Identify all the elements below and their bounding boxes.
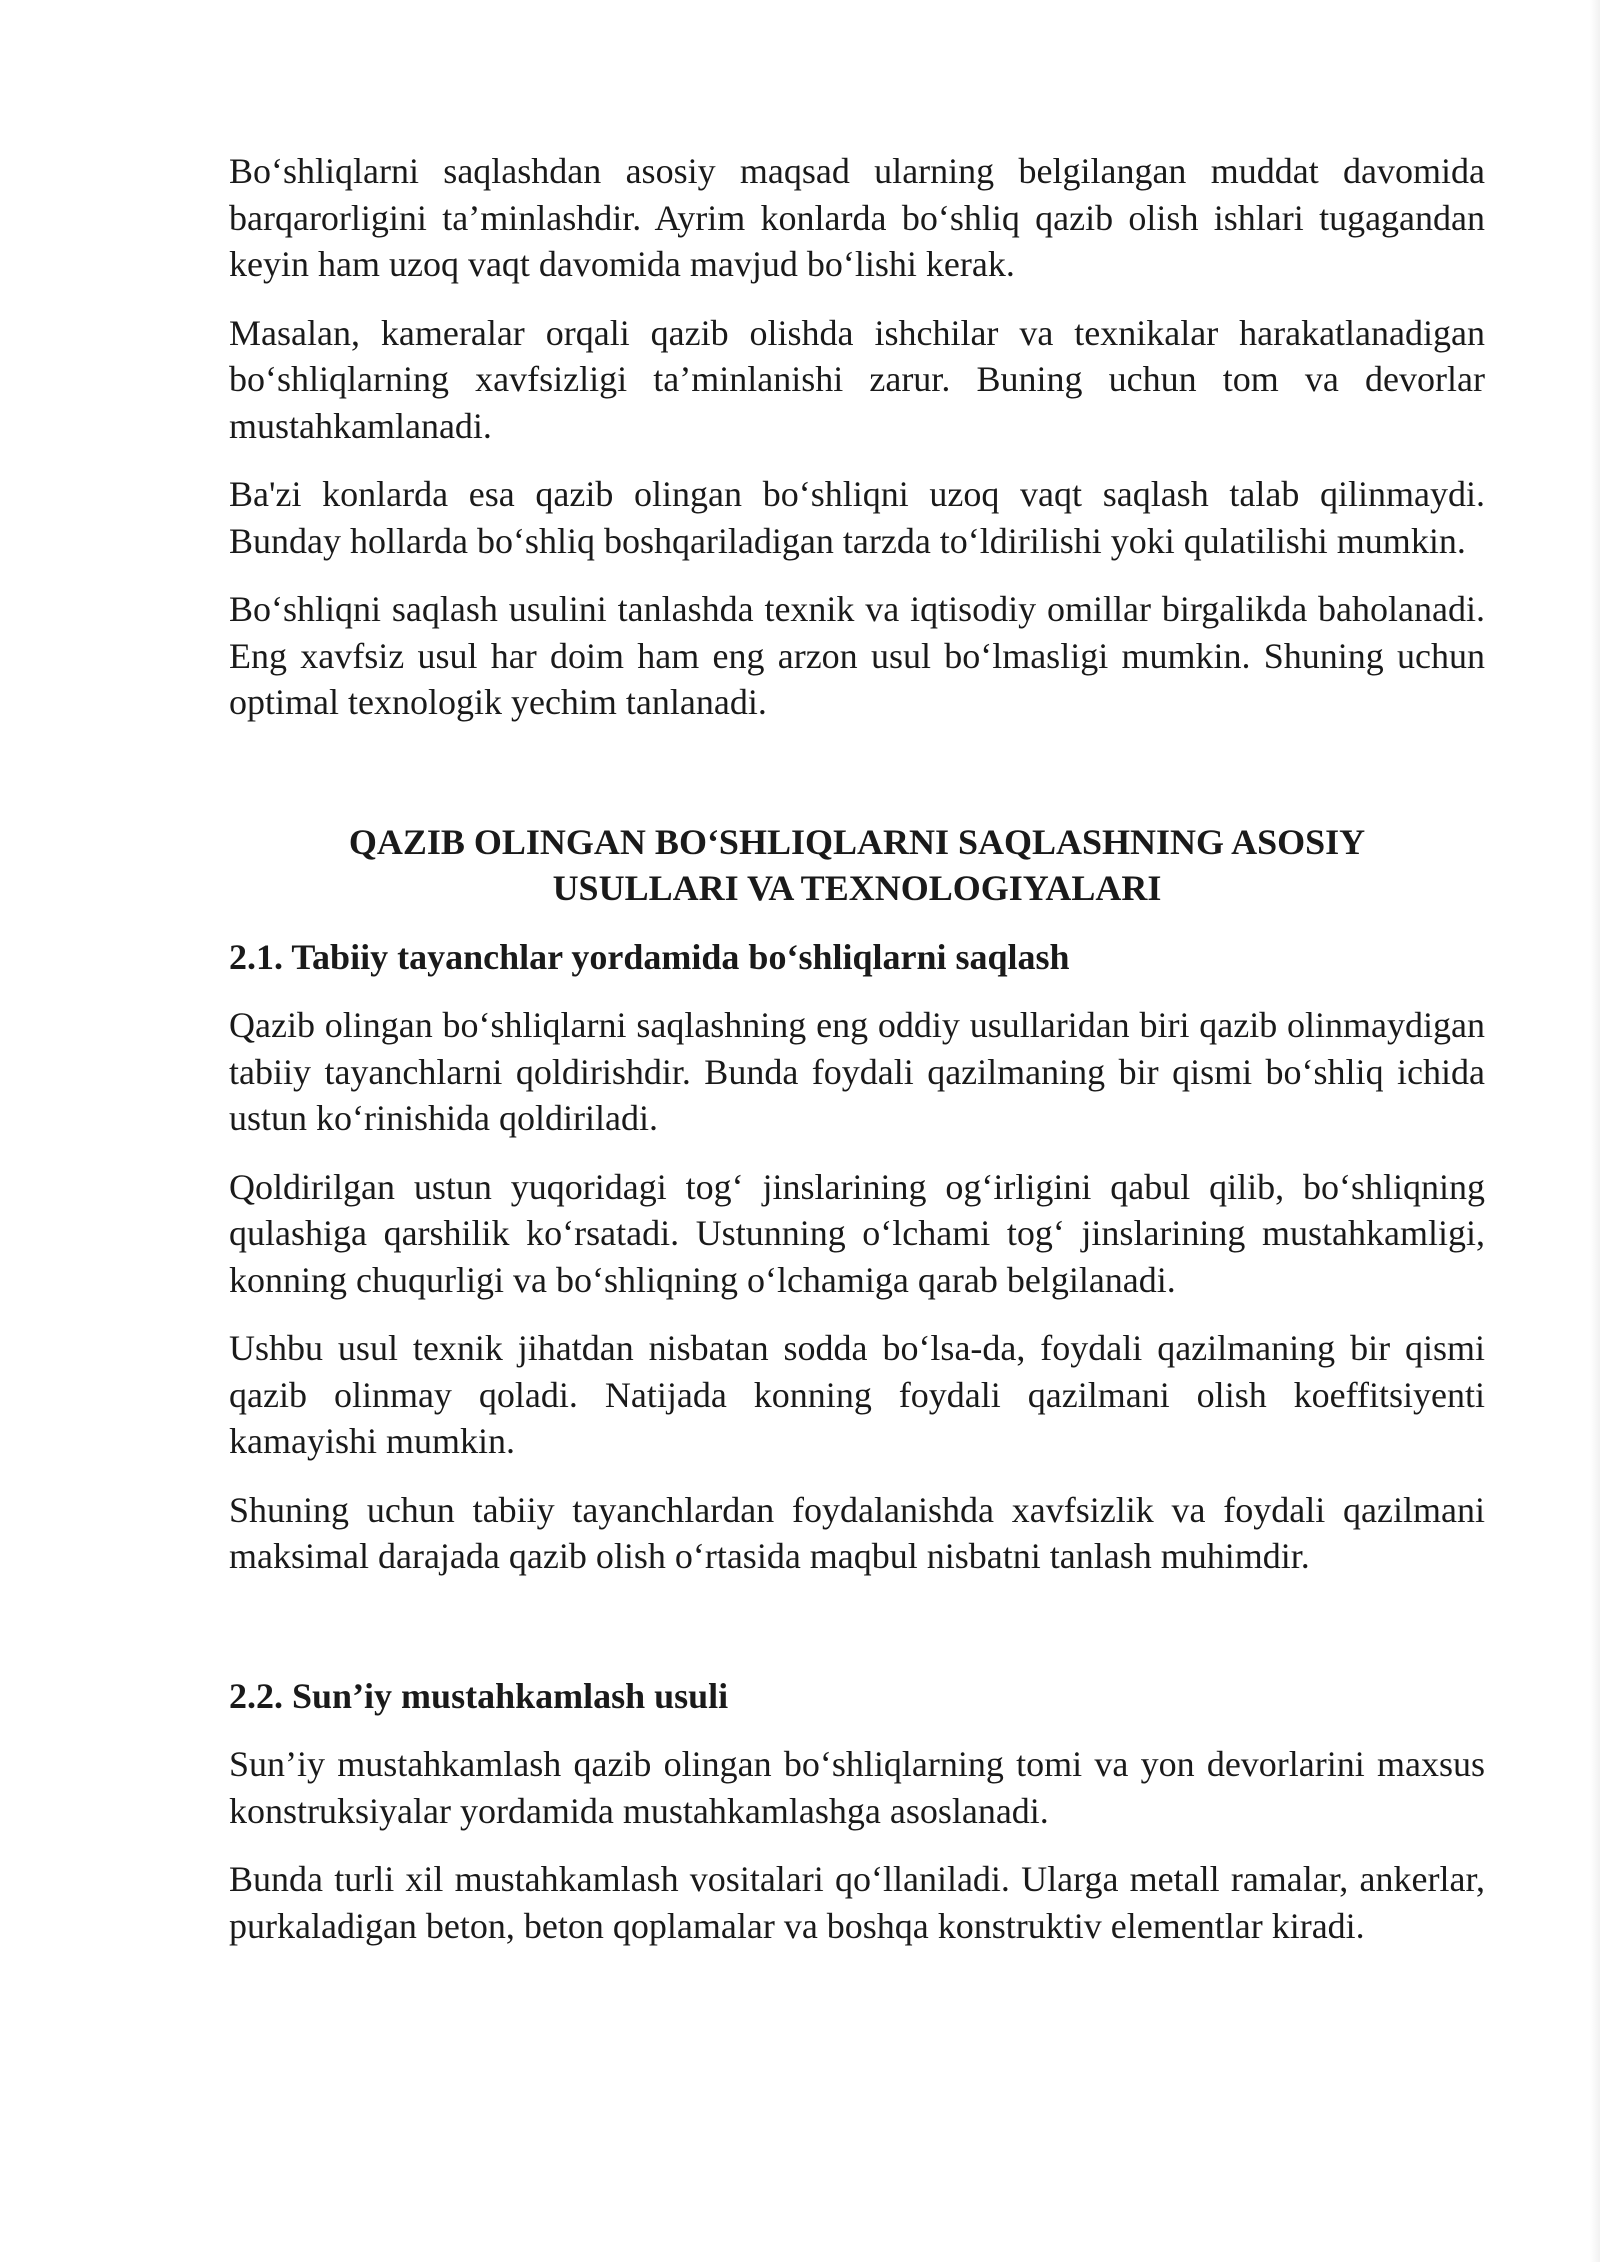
chapter-title-line-1: QAZIB OLINGAN BO‘SHLIQLARNI SAQLASHNING ASOSIY [348,821,1366,862]
section-2-2-heading: 2.2. Sun’iy mustahkamlash usuli [229,1675,729,1716]
document-body [229,148,1485,1971]
intro-paragraph-1: Bo‘shliqlarni saqlashdan asosiy maqsad ularning belgilangan muddat davomida barqarorligini ta’minlashdir. Ayrim konlarda bo‘shliq qazib olish ishlari tugagandan keyin ham uzoq vaqt davomida mavjud bo‘lishi kerak. [229,151,1485,284]
intro-paragraph-2: Masalan, kameralar orqali qazib olishda ishchilar va texnikalar harakatlanadigan bo‘shliqlarning xavfsizligi ta’minlanishi zarur. Buning uchun tom va devorlar mustahkamlanadi. [229,312,1485,446]
section-2-1-paragraph-4: Shuning uchun tabiiy tayanchlardan foydalanishda xavfsizlik va foydali qazilmani maksimal darajada qazib olish o‘rtasida maqbul nisbatni tanlash muhimdir. [229,1489,1485,1576]
section-2-1-heading: 2.1. Tabiiy tayanchlar yordamida bo‘shliqlarni saqlash [229,936,1070,977]
section-2-2-paragraph-1: Sun’iy mustahkamlash qazib olingan bo‘shliqlarning tomi va yon devorlarini maxsus konstruksiyalar yordamida mustahkamlashga asoslanadi. [229,1744,1485,1831]
chapter-title-line-2: USULLARI VA TEXNOLOGIYALARI [552,868,1162,908]
section-2-2-paragraph-2: Bunda turli xil mustahkamlash vositalari qo‘llaniladi. Ularga metall ramalar, ankerlar, purkaladigan beton, beton qoplamalar va boshqa konstruktiv elementlar kiradi. [229,1859,1485,1946]
section-2-1-paragraph-1: Qazib olingan bo‘shliqlarni saqlashning eng oddiy usullaridan biri qazib olinmaydigan tabiiy tayanchlarni qoldirishdir. Bunda foydali qazilmaning bir qismi bo‘shliq ichida ustun ko‘rinishida qoldiriladi. [229,1005,1485,1138]
section-2-1-paragraph-3: Ushbu usul texnik jihatdan nisbatan sodda bo‘lsa-da, foydali qazilmaning bir qismi qazib olinmay qoladi. Natijada konning foydali qazilmani olish koeffitsiyenti kamayishi mumkin. [229,1328,1485,1461]
section-2-1-paragraph-2: Qoldirilgan ustun yuqoridagi tog‘ jinslarining og‘irligini qabul qilib, bo‘shliqning qulashiga qarshilik ko‘rsatadi. Ustunning o‘lchami tog‘ jinslarining mustahkamligi, konning chuqurligi va bo‘shliqning o‘lchamiga qarab belgilanadi. [229,1166,1485,1300]
intro-paragraph-3: Ba'zi konlarda esa qazib olingan bo‘shliqni uzoq vaqt saqlash talab qilinmaydi. Bunday hollarda bo‘shliq boshqariladigan tarzda to‘ldirilishi yoki qulatilishi mumkin. [229,474,1485,561]
intro-paragraph-4: Bo‘shliqni saqlash usulini tanlashda texnik va iqtisodiy omillar birgalikda baholanadi. Eng xavfsiz usul har doim ham eng arzon usul bo‘lmasligi mumkin. Shuning uchun optimal texnologik yechim tanlanadi. [229,589,1485,722]
chapter-title [229,819,1485,912]
